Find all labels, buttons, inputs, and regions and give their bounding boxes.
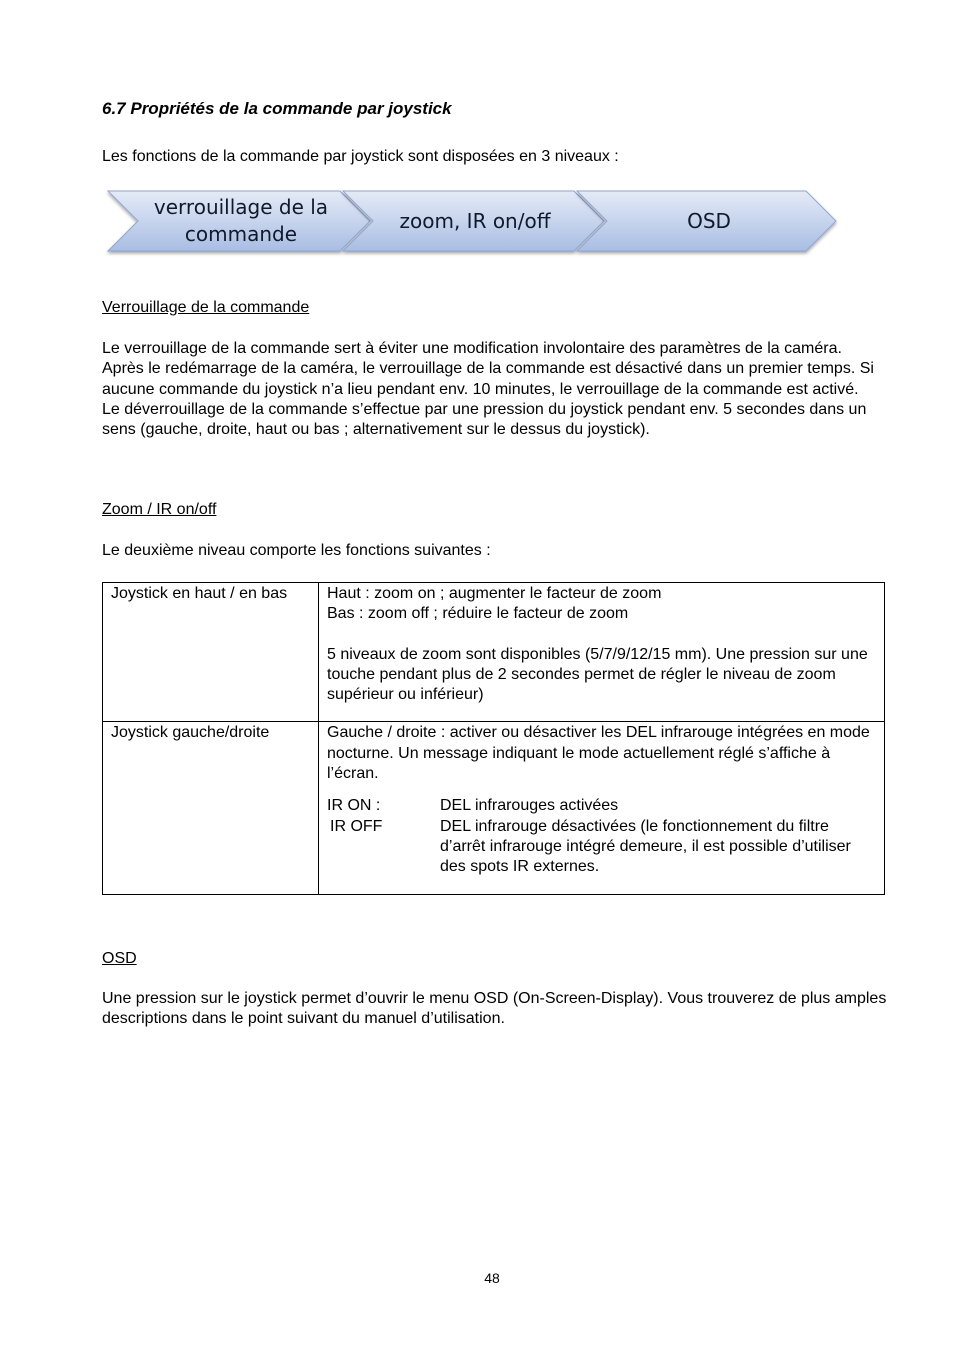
row-2-paragraph: Gauche / droite : activer ou désactiver les DEL infrarouge intégrées en mode nocturne. Un message indiquant le mode actuellement réglé s’affiche à l’écran. [327,724,870,783]
lock-paragraph-3: Le déverrouillage de la commande s’effectue par une pression du joystick pendant env. 5 secondes dans un sens (gauche, droite, haut ou bas ; alternativement sur le dessus du joystick). [102,400,867,439]
level-3-label: OSD [687,208,731,233]
lock-body [102,339,892,440]
levels-diagram [102,186,842,258]
lock-heading: Verrouillage de la commande [102,299,310,316]
level-1-label: verrouillage de la commande [153,195,329,246]
section-title: 6.7 Propriétés de la commande par joystick [102,99,452,118]
ir-off-value: DEL infrarouge désactivées (le fonctionnement du filtre d’arrêt infrarouge intégré demeure, il est possible d’utiliser des spots IR externes. [440,817,851,876]
row-2-label: Joystick gauche/droite [103,722,319,894]
row-1-line-1: Haut : zoom on ; augmenter le facteur de zoom [327,585,662,602]
page-number: 48 [484,1270,500,1286]
row-2-description [319,722,885,894]
intro-text: Les fonctions de la commande par joystick sont disposées en 3 niveaux : [102,148,619,165]
zoom-intro: Le deuxième niveau comporte les fonctions suivantes : [102,542,491,559]
zoom-heading: Zoom / IR on/off [102,501,217,518]
row-1-line-2: Bas : zoom off ; réduire le facteur de zoom [327,605,629,623]
row-1-paragraph: 5 niveaux de zoom sont disponibles (5/7/9/12/15 mm). Une pression sur une touche pendant plus de 2 secondes permet de régler le niveau de zoom supérieur ou inférieur) [327,645,868,704]
table-row [103,722,885,894]
ir-on-row [327,796,876,816]
osd-heading: OSD [102,950,137,967]
row-1-label: Joystick en haut / en bas [103,583,319,722]
ir-off-row [327,817,876,878]
level-2-label: zoom, IR on/off [399,208,551,233]
ir-off-key: IR OFF [330,817,383,835]
osd-paragraph: Une pression sur le joystick permet d’ouvrir le menu OSD (On-Screen-Display). Vous trouverez de plus amples descriptions dans le point suivant du manuel d’utilisation. [102,990,887,1028]
lock-paragraph-2: Après le redémarrage de la caméra, le verrouillage de la commande est désactivé dans un premier temps. Si aucune commande du joystick n’a lieu pendant env. 10 minutes, le verrouillage de la commande est activé. [102,360,874,398]
ir-on-key: IR ON : [327,797,381,815]
lock-paragraph-1: Le verrouillage de la commande sert à éviter une modification involontaire des paramètres de la caméra. [102,340,842,357]
row-1-description [319,583,885,722]
ir-on-value: DEL infrarouges activées [440,797,619,815]
zoom-functions-table [102,582,885,895]
table-row [103,583,885,722]
